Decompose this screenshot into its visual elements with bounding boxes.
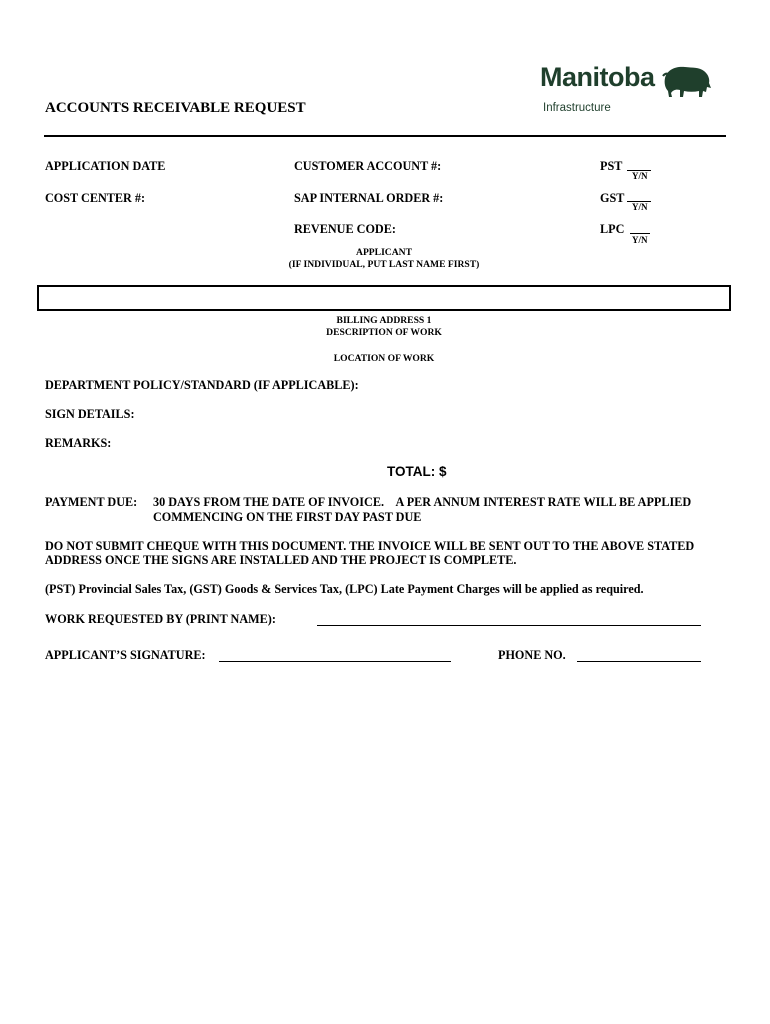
applicant-label: APPLICANT — [356, 247, 412, 258]
work-requested-by-line[interactable] — [317, 625, 701, 626]
payment-due-label: PAYMENT DUE: — [45, 495, 138, 509]
location-of-work-label: LOCATION OF WORK — [333, 353, 435, 364]
payment-due-line1: 30 DAYS FROM THE DATE OF INVOICE. A PER ANNUM INTEREST RATE WILL BE APPLIED — [153, 495, 692, 509]
pst-yn: Y/N — [632, 171, 648, 181]
applicant-field[interactable] — [37, 285, 731, 311]
header-divider — [44, 135, 726, 137]
description-of-work-label: DESCRIPTION OF WORK — [326, 327, 442, 338]
logo-wordmark: Manitoba — [540, 62, 655, 92]
application-date-label: APPLICATION DATE — [45, 159, 166, 173]
phone-no-line[interactable] — [577, 661, 701, 662]
work-requested-by-label: WORK REQUESTED BY (PRINT NAME): — [45, 612, 276, 626]
department-policy-label: DEPARTMENT POLICY/STANDARD (IF APPLICABLE): — [45, 378, 359, 392]
remarks-label: REMARKS: — [45, 436, 112, 450]
logo-subtitle: Infrastructure — [543, 102, 611, 114]
gst-yn: Y/N — [632, 202, 648, 212]
bison-icon — [661, 64, 713, 98]
revenue-code-label: REVENUE CODE: — [294, 222, 396, 236]
lpc-yn: Y/N — [632, 235, 648, 245]
gst-label: GST — [600, 191, 625, 205]
phone-no-label: PHONE NO. — [498, 648, 566, 662]
cheque-notice-line1: DO NOT SUBMIT CHEQUE WITH THIS DOCUMENT. THE INVOICE WILL BE SENT OUT TO THE ABOVE STATED — [45, 539, 695, 553]
sign-details-label: SIGN DETAILS: — [45, 407, 135, 421]
total-label: TOTAL: $ — [387, 464, 447, 479]
page-title: ACCOUNTS RECEIVABLE REQUEST — [45, 100, 306, 116]
customer-account-label: CUSTOMER ACCOUNT #: — [294, 159, 442, 173]
sap-internal-order-label: SAP INTERNAL ORDER #: — [294, 191, 444, 205]
tax-notice: (PST) Provincial Sales Tax, (GST) Goods & Services Tax, (LPC) Late Payment Charges will be applied as required. — [45, 582, 644, 596]
applicant-signature-line[interactable] — [219, 661, 451, 662]
manitoba-logo — [540, 62, 655, 93]
applicant-signature-label: APPLICANT’S SIGNATURE: — [45, 648, 206, 662]
applicant-note: (IF INDIVIDUAL, PUT LAST NAME FIRST) — [288, 259, 480, 270]
lpc-blank[interactable] — [630, 233, 650, 234]
payment-due-line2: COMMENCING ON THE FIRST DAY PAST DUE — [153, 510, 422, 524]
billing-address-label: BILLING ADDRESS 1 — [336, 315, 432, 326]
cost-center-label: COST CENTER #: — [45, 191, 146, 205]
cheque-notice-line2: ADDRESS ONCE THE SIGNS ARE INSTALLED AND THE PROJECT IS COMPLETE. — [45, 553, 517, 567]
pst-label: PST — [600, 159, 623, 173]
lpc-label: LPC — [600, 222, 625, 236]
